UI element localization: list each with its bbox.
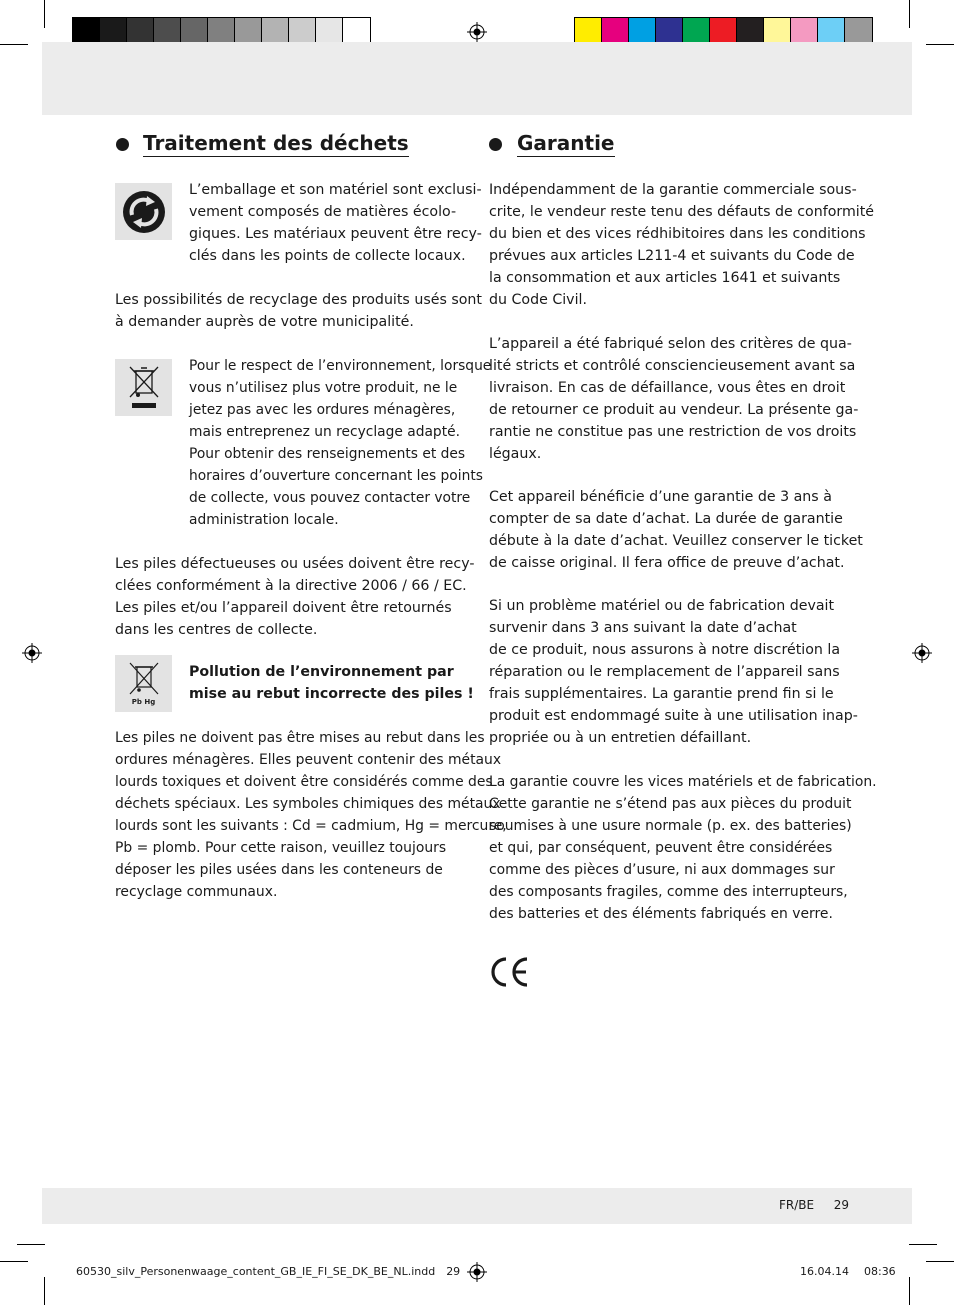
text-line: de retourner ce produit au vendeur. La présente ga- (489, 402, 859, 418)
text-line: Cet appareil bénéficie d’une garantie de 3 ans à (489, 489, 832, 505)
heading-bullet (489, 138, 502, 151)
text-line: des batteries et des éléments fabriqués en verre. (489, 906, 833, 922)
text-line: Les possibilités de recyclage des produits usés sont (115, 292, 482, 308)
text-line: horaires d’ouverture concernant les points (189, 468, 483, 484)
battery-bin-icon (127, 662, 161, 702)
text-line: clés dans les points de collecte locaux. (189, 248, 466, 264)
packaging-text (189, 179, 482, 267)
registration-mark-icon (22, 643, 42, 663)
text-line: Pour obtenir des renseignements et des (189, 446, 466, 462)
text-line: dans les centres de collecte. (115, 622, 318, 638)
text-line: réparation ou le remplacement de l’appareil sans (489, 664, 840, 680)
text-line: jetez pas avec les ordures ménagères, (189, 402, 456, 418)
ce-mark-icon (489, 956, 531, 988)
text-line: produit est endommagé suite à une utilisation inap- (489, 708, 858, 724)
header-band (42, 42, 912, 115)
text-line: L’emballage et son matériel sont exclusi- (189, 182, 482, 198)
warranty-quality-text (489, 333, 859, 465)
battery-warning (189, 661, 479, 705)
text-line: du Code Civil. (489, 292, 587, 308)
text-line: livraison. En cas de défaillance, vous êtes en droit (489, 380, 846, 396)
text-line: Pollution de l’environnement par (189, 664, 454, 680)
text-line: Les piles défectueuses ou usées doivent être recy- (115, 556, 475, 572)
warranty-legal-text (489, 179, 875, 311)
section-heading-warranty: Garantie (517, 131, 615, 155)
text-line: Indépendamment de la garantie commerciale sous- (489, 182, 857, 198)
heading-bullet (116, 138, 129, 151)
text-line: du bien et des vices rédhibitoires dans les conditions (489, 226, 866, 242)
text-line: survenir dans 3 ans suivant la date d’achat (489, 620, 797, 636)
text-line: rantie ne constitue pas une restriction de vos droits (489, 424, 857, 440)
text-line: la consommation et aux articles 1641 et suivants (489, 270, 841, 286)
file-name: 60530_silv_Personenwaage_content_GB_IE_FI_SE_DK_BE_NL.indd (76, 1265, 436, 1278)
text-line: des composants fragiles, comme des interrupteurs, (489, 884, 848, 900)
slug-datetime (800, 1265, 896, 1278)
text-line: La garantie couvre les vices matériels et de fabrication. (489, 774, 877, 790)
text-line: propriée ou à un entretien défaillant. (489, 730, 752, 746)
text-line: à demander auprès de votre municipalité. (115, 314, 414, 330)
text-line: compter de sa date d’achat. La durée de garantie (489, 511, 843, 527)
crossed-bin-icon (124, 365, 164, 411)
battery-icon-box (115, 655, 172, 712)
text-line: lité stricts et contrôlé consciencieusement avant sa (489, 358, 856, 374)
text-line: vement composés de matières écolo- (189, 204, 457, 220)
page-number: 29 (833, 1198, 850, 1212)
text-line: de collecte, vous pouvez contacter votre (189, 490, 471, 506)
text-line: recyclage communaux. (115, 884, 278, 900)
text-line: Cette garantie ne s’étend pas aux pièces du produit (489, 796, 852, 812)
slug-time: 08:36 (863, 1265, 896, 1278)
text-line: de ce produit, nous assurons à notre discrétion la (489, 642, 841, 658)
text-line: Pb = plomb. Pour cette raison, veuillez toujours (115, 840, 447, 856)
text-line: légaux. (489, 446, 542, 462)
file-page: 29 (446, 1265, 461, 1278)
battery-icon-label: Pb Hg (131, 697, 156, 706)
text-line: Pour le respect de l’environnement, lorsque (189, 358, 492, 374)
text-line: administration locale. (189, 512, 339, 528)
bin-icon-box (115, 359, 172, 416)
registration-mark-icon (467, 1262, 487, 1282)
text-line: clées conformément à la directive 2006 / 66 / EC. (115, 578, 467, 594)
batteries-text (115, 553, 475, 641)
language-code: FR/BE (779, 1198, 815, 1212)
text-line: vous n’utilisez plus votre produit, ne le (189, 380, 458, 396)
text-line: lourds toxiques et doivent être considérés comme des (115, 774, 493, 790)
recycle-icon-box (115, 183, 172, 240)
text-line: frais supplémentaires. La garantie prend fin si le (489, 686, 834, 702)
text-line: Si un problème matériel ou de fabrication devait (489, 598, 835, 614)
text-line: prévues aux articles L211-4 et suivants du Code de (489, 248, 855, 264)
heavy-metals-text (115, 727, 507, 903)
registration-mark-icon (467, 22, 487, 42)
text-line: mais entreprenez un recyclage adapté. (189, 424, 460, 440)
warranty-coverage-text (489, 771, 877, 925)
page-footer (779, 1198, 849, 1212)
registration-mark-icon (912, 643, 932, 663)
text-line: de caisse original. Il fera office de preuve d’achat. (489, 555, 845, 571)
recycle-icon (122, 190, 166, 234)
text-line: et qui, par conséquent, peuvent être considérées (489, 840, 833, 856)
warranty-duration-text (489, 486, 863, 574)
text-line: Les piles et/ou l’appareil doivent être retournés (115, 600, 452, 616)
text-line: L’appareil a été fabriqué selon des critères de qua- (489, 336, 852, 352)
text-line: lourds sont les suivants : Cd = cadmium, Hg = mercure, (115, 818, 507, 834)
slug-date: 16.04.14 (800, 1265, 849, 1278)
recycling-text (115, 289, 482, 333)
text-line: Les piles ne doivent pas être mises au rebut dans les (115, 730, 485, 746)
text-line: soumises à une usure normale (p. ex. des batteries) (489, 818, 852, 834)
text-line: déchets spéciaux. Les symboles chimiques des métaux (115, 796, 501, 812)
text-line: débute à la date d’achat. Veuillez conserver le ticket (489, 533, 863, 549)
disposal-text (189, 355, 492, 531)
text-line: déposer les piles usées dans les conteneurs de (115, 862, 443, 878)
text-line: giques. Les matériaux peuvent être recy- (189, 226, 482, 242)
text-line: crite, le vendeur reste tenu des défauts de conformité (489, 204, 875, 220)
text-line: mise au rebut incorrecte des piles ! (189, 686, 474, 702)
text-line: comme des pièces d’usure, ni aux dommages sur (489, 862, 835, 878)
section-heading-waste: Traitement des déchets (143, 131, 409, 155)
text-line: ordures ménagères. Elles peuvent contenir des métaux (115, 752, 502, 768)
slug-line (76, 1265, 460, 1278)
warranty-repair-text (489, 595, 858, 749)
